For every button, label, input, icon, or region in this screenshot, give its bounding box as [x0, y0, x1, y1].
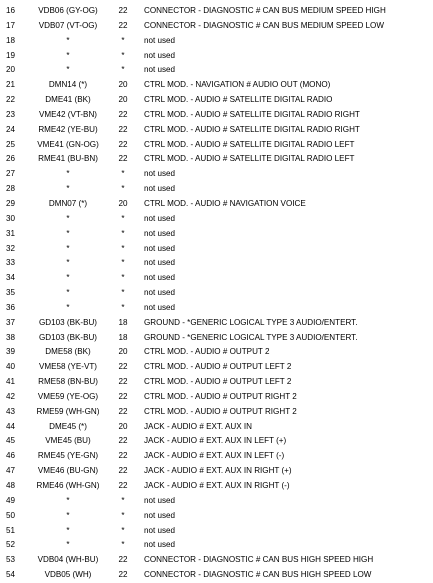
pin-number: 19 [6, 50, 16, 60]
wire-code: * [66, 243, 70, 253]
circuit-description: GROUND - *GENERIC LOGICAL TYPE 3 AUDIO/ENTERT. [144, 317, 358, 327]
circuit-description: CTRL MOD. - AUDIO # SATELLITE DIGITAL RADIO [144, 95, 333, 105]
wire-code: * [66, 184, 70, 194]
wire-code: DMN14 (*) [48, 80, 88, 90]
pin-number: 36 [6, 302, 16, 312]
pin-number: 26 [6, 154, 16, 164]
circuit-description: CTRL MOD. - AUDIO # OUTPUT LEFT 2 [144, 362, 292, 372]
wire-code: * [66, 288, 70, 298]
pinout-row [0, 227, 433, 242]
wire-gauge: * [121, 258, 125, 268]
wire-gauge: * [121, 273, 125, 283]
wire-gauge: * [121, 65, 125, 75]
pinout-row [0, 405, 433, 420]
wire-gauge: 18 [118, 317, 128, 327]
pinout-row [0, 538, 433, 553]
wire-code: VME58 (YE-VT) [38, 362, 98, 372]
wire-gauge: * [121, 540, 125, 550]
pinout-row [0, 434, 433, 449]
wire-gauge: 20 [118, 95, 128, 105]
pinout-row [0, 464, 433, 479]
wire-gauge: 22 [118, 20, 128, 30]
pinout-row [0, 420, 433, 435]
pinout-row [0, 568, 433, 583]
circuit-description: CONNECTOR - DIAGNOSTIC # CAN BUS HIGH SPEED LOW [144, 570, 372, 580]
wire-gauge: 22 [118, 362, 128, 372]
wire-code: * [66, 510, 70, 520]
wire-gauge: 22 [118, 124, 128, 134]
wire-gauge: * [121, 169, 125, 179]
circuit-description: CTRL MOD. - AUDIO # OUTPUT LEFT 2 [144, 377, 292, 387]
pinout-row [0, 167, 433, 182]
pinout-row [0, 509, 433, 524]
pinout-row [0, 524, 433, 539]
pin-number: 17 [6, 20, 16, 30]
wire-code: VME41 (GN-OG) [37, 139, 99, 149]
circuit-description: not used [144, 273, 176, 283]
wire-code: VDB07 (VT-OG) [38, 20, 98, 30]
wire-gauge: 22 [118, 555, 128, 565]
circuit-description: not used [144, 525, 176, 535]
pinout-row [0, 34, 433, 49]
wire-gauge: 22 [118, 570, 128, 580]
circuit-description: not used [144, 213, 176, 223]
pinout-row [0, 331, 433, 346]
circuit-description: not used [144, 35, 176, 45]
pin-number: 46 [6, 451, 16, 461]
circuit-description: not used [144, 302, 176, 312]
pin-number: 48 [6, 481, 16, 490]
wire-code: GD103 (BK-BU) [38, 332, 98, 342]
wire-gauge: 22 [118, 377, 128, 387]
wire-gauge: 22 [118, 109, 128, 119]
circuit-description: CTRL MOD. - AUDIO # OUTPUT RIGHT 2 [144, 406, 297, 416]
circuit-description: not used [144, 540, 176, 550]
pin-number: 42 [6, 391, 16, 401]
pin-number: 34 [6, 273, 16, 283]
pinout-row [0, 212, 433, 227]
pin-number: 38 [6, 332, 16, 342]
wire-gauge: 22 [118, 436, 128, 446]
pin-number: 16 [6, 6, 16, 15]
pin-number: 43 [6, 406, 16, 416]
wire-code: * [66, 228, 70, 238]
pin-number: 20 [6, 65, 16, 75]
wire-gauge: * [121, 228, 125, 238]
wire-code: VDB05 (WH) [44, 570, 92, 580]
circuit-description: CONNECTOR - DIAGNOSTIC # CAN BUS MEDIUM SPEED LOW [144, 20, 384, 30]
pin-number: 18 [6, 35, 16, 45]
pinout-row [0, 345, 433, 360]
wire-gauge: * [121, 525, 125, 535]
wire-gauge: * [121, 184, 125, 194]
wire-gauge: 22 [118, 481, 128, 490]
wire-code: VME45 (BU) [45, 436, 91, 446]
wire-code: VME42 (VT-BN) [38, 109, 97, 119]
pinout-row [0, 197, 433, 212]
pin-number: 31 [6, 228, 16, 238]
circuit-description: JACK - AUDIO # EXT. AUX IN LEFT (-) [144, 451, 285, 461]
pin-number: 52 [6, 540, 16, 550]
wire-code: DME45 (*) [49, 421, 87, 431]
pinout-row [0, 123, 433, 138]
pinout-row [0, 375, 433, 390]
wire-gauge: * [121, 288, 125, 298]
circuit-description: not used [144, 243, 176, 253]
pinout-row [0, 108, 433, 123]
circuit-description: CTRL MOD. - AUDIO # OUTPUT 2 [144, 347, 270, 357]
wire-gauge: * [121, 50, 125, 60]
pinout-row [0, 182, 433, 197]
wire-gauge: 20 [118, 198, 128, 208]
pin-number: 32 [6, 243, 16, 253]
wire-code: DMN07 (*) [48, 198, 88, 208]
pin-number: 33 [6, 258, 16, 268]
wire-gauge: * [121, 213, 125, 223]
pin-number: 47 [6, 466, 16, 476]
pin-number: 40 [6, 362, 16, 372]
pin-number: 41 [6, 377, 16, 387]
pinout-row [0, 301, 433, 316]
pinout-row [0, 479, 433, 494]
pinout-row [0, 4, 433, 19]
pinout-row [0, 93, 433, 108]
wire-code: * [66, 65, 70, 75]
pinout-row [0, 494, 433, 509]
wire-code: RME58 (BN-BU) [38, 377, 98, 387]
circuit-description: JACK - AUDIO # EXT. AUX IN RIGHT (-) [144, 481, 290, 490]
pin-number: 50 [6, 510, 16, 520]
wire-code: * [66, 213, 70, 223]
circuit-description: CONNECTOR - DIAGNOSTIC # CAN BUS MEDIUM SPEED HIGH [144, 6, 386, 15]
wire-gauge: 22 [118, 6, 128, 15]
wire-code: * [66, 35, 70, 45]
pinout-row [0, 49, 433, 64]
wire-gauge: * [121, 243, 125, 253]
circuit-description: not used [144, 184, 176, 194]
wire-code: VDB06 (GY-OG) [38, 6, 98, 15]
circuit-description: not used [144, 495, 176, 505]
pinout-row [0, 553, 433, 568]
wire-code: * [66, 50, 70, 60]
circuit-description: CTRL MOD. - AUDIO # SATELLITE DIGITAL RADIO RIGHT [144, 109, 360, 119]
circuit-description: CTRL MOD. - AUDIO # NAVIGATION VOICE [144, 198, 306, 208]
pin-number: 25 [6, 139, 16, 149]
wire-gauge: 20 [118, 80, 128, 90]
circuit-description: CTRL MOD. - AUDIO # SATELLITE DIGITAL RADIO LEFT [144, 154, 355, 164]
pinout-row [0, 360, 433, 375]
wire-gauge: 22 [118, 451, 128, 461]
pinout-row [0, 271, 433, 286]
pinout-row [0, 316, 433, 331]
wire-gauge: 22 [118, 139, 128, 149]
circuit-description: not used [144, 50, 176, 60]
circuit-description: not used [144, 258, 176, 268]
pin-number: 54 [6, 570, 16, 580]
wire-code: RME45 (YE-GN) [37, 451, 99, 461]
circuit-description: CTRL MOD. - AUDIO # SATELLITE DIGITAL RADIO LEFT [144, 139, 355, 149]
wire-gauge: * [121, 302, 125, 312]
circuit-description: not used [144, 288, 176, 298]
circuit-description: not used [144, 510, 176, 520]
pin-number: 44 [6, 421, 16, 431]
pinout-row [0, 390, 433, 405]
connector-pinout-table [0, 4, 433, 583]
wire-gauge: 22 [118, 391, 128, 401]
wire-gauge: 22 [118, 466, 128, 476]
pin-number: 27 [6, 169, 16, 179]
wire-gauge: * [121, 35, 125, 45]
pin-number: 21 [6, 80, 16, 90]
pin-number: 23 [6, 109, 16, 119]
circuit-description: JACK - AUDIO # EXT. AUX IN RIGHT (+) [144, 466, 292, 476]
wire-code: RME46 (WH-GN) [36, 481, 100, 490]
pinout-row [0, 449, 433, 464]
circuit-description: not used [144, 65, 176, 75]
circuit-description: CTRL MOD. - AUDIO # SATELLITE DIGITAL RADIO RIGHT [144, 124, 360, 134]
pin-number: 35 [6, 288, 16, 298]
pinout-row [0, 242, 433, 257]
pin-number: 22 [6, 95, 16, 105]
wire-gauge: * [121, 510, 125, 520]
pin-number: 53 [6, 555, 16, 565]
wire-gauge: 20 [118, 421, 128, 431]
wire-code: VME46 (BU-GN) [37, 466, 99, 476]
wire-code: GD103 (BK-BU) [38, 317, 98, 327]
wire-code: RME59 (WH-GN) [36, 406, 100, 416]
wire-code: * [66, 169, 70, 179]
wire-gauge: * [121, 495, 125, 505]
circuit-description: not used [144, 228, 176, 238]
wire-code: DME41 (BK) [45, 95, 91, 105]
circuit-description: CTRL MOD. - AUDIO # OUTPUT RIGHT 2 [144, 391, 297, 401]
pinout-row [0, 256, 433, 271]
wire-gauge: 20 [118, 347, 128, 357]
pin-number: 51 [6, 525, 16, 535]
wire-gauge: 22 [118, 154, 128, 164]
wire-code: * [66, 302, 70, 312]
circuit-description: CONNECTOR - DIAGNOSTIC # CAN BUS HIGH SPEED HIGH [144, 555, 374, 565]
pin-number: 49 [6, 495, 16, 505]
wire-code: RME41 (BU-BN) [38, 154, 98, 164]
pinout-row [0, 19, 433, 34]
pinout-row [0, 152, 433, 167]
circuit-description: CTRL MOD. - NAVIGATION # AUDIO OUT (MONO) [144, 80, 331, 90]
wire-code: DME58 (BK) [45, 347, 91, 357]
circuit-description: JACK - AUDIO # EXT. AUX IN LEFT (+) [144, 436, 287, 446]
pin-number: 39 [6, 347, 16, 357]
pinout-row [0, 138, 433, 153]
wire-code: RME42 (YE-BU) [38, 124, 98, 134]
pin-number: 24 [6, 124, 16, 134]
wire-code: * [66, 525, 70, 535]
wire-code: * [66, 258, 70, 268]
circuit-description: JACK - AUDIO # EXT. AUX IN [144, 421, 252, 431]
pinout-row [0, 78, 433, 93]
circuit-description: GROUND - *GENERIC LOGICAL TYPE 3 AUDIO/ENTERT. [144, 332, 358, 342]
wire-gauge: 18 [118, 332, 128, 342]
pin-number: 28 [6, 184, 16, 194]
wire-code: VDB04 (WH-BU) [37, 555, 99, 565]
pin-number: 37 [6, 317, 16, 327]
wire-code: * [66, 495, 70, 505]
wire-gauge: 22 [118, 406, 128, 416]
wire-code: VME59 (YE-OG) [37, 391, 99, 401]
circuit-description: not used [144, 169, 176, 179]
pin-number: 29 [6, 198, 16, 208]
wire-code: * [66, 273, 70, 283]
pin-number: 30 [6, 213, 16, 223]
wire-code: * [66, 540, 70, 550]
pinout-row [0, 63, 433, 78]
pinout-row [0, 286, 433, 301]
pin-number: 45 [6, 436, 16, 446]
